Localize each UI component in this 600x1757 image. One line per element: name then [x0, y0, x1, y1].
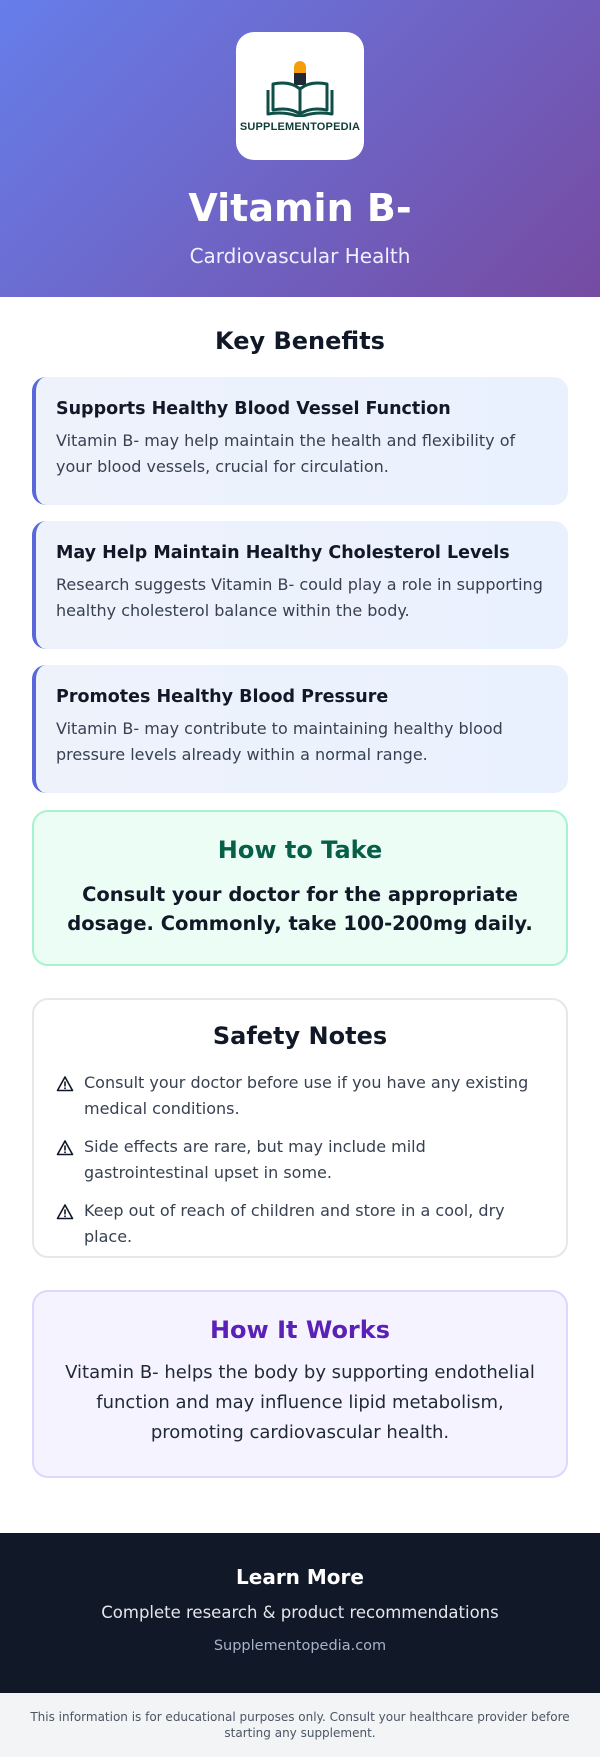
safety-note [56, 1070, 544, 1122]
how-to-take-card [32, 810, 568, 966]
how-it-works-card [32, 1290, 568, 1478]
page-subtitle: Cardiovascular Health [189, 244, 411, 268]
warning-icon [56, 1075, 74, 1093]
safety-notes-heading: Safety Notes [212, 1022, 388, 1050]
safety-note-text: Keep out of reach of children and store in a cool, dry place. [84, 1201, 505, 1246]
learn-more-heading: Learn More [236, 1565, 364, 1589]
benefit-title: Supports Healthy Blood Vessel Function [56, 399, 451, 419]
disclaimer: This information is for educational purposes only. Consult your healthcare provider before starting any supplement. [0, 1693, 600, 1757]
warning-icon [56, 1139, 74, 1157]
benefit-card [32, 521, 568, 649]
page-title: Vitamin B- [188, 186, 412, 230]
safety-note-text: Side effects are rare, but may include mild gastrointestinal upset in some. [84, 1137, 426, 1182]
brand-name: SUPPLEMENTOPEDIA [239, 121, 361, 133]
how-it-works-text: Vitamin B- helps the body by supporting endothelial function and may influence lipid metabolism, promoting cardiovascular health. [65, 1362, 535, 1443]
benefit-title: May Help Maintain Healthy Cholesterol Levels [56, 543, 510, 563]
how-it-works-heading: How It Works [209, 1316, 391, 1344]
warning-icon [56, 1203, 74, 1221]
benefit-description: Vitamin B- may contribute to maintaining healthy blood pressure levels already within a normal range. [56, 719, 503, 764]
hero-banner [0, 0, 600, 297]
learn-more-subtitle: Complete research & product recommendations [101, 1603, 499, 1622]
brand-logo [236, 32, 364, 160]
learn-more-footer [0, 1533, 600, 1693]
safety-note [56, 1198, 544, 1250]
benefit-description: Research suggests Vitamin B- could play a role in supporting healthy cholesterol balance within the body. [56, 575, 543, 620]
benefit-card [32, 377, 568, 505]
safety-notes-card [32, 998, 568, 1258]
safety-note-text: Consult your doctor before use if you have any existing medical conditions. [84, 1073, 529, 1118]
benefit-card [32, 665, 568, 793]
key-benefits-section [0, 297, 600, 793]
key-benefits-heading: Key Benefits [215, 327, 385, 355]
book-capsule-icon [265, 59, 335, 117]
benefit-title: Promotes Healthy Blood Pressure [56, 687, 389, 707]
benefit-description: Vitamin B- may help maintain the health and flexibility of your blood vessels, crucial for circulation. [56, 431, 516, 476]
website-link[interactable]: Supplementopedia.com [213, 1638, 387, 1654]
how-to-take-heading: How to Take [217, 836, 383, 864]
safety-note [56, 1134, 544, 1186]
dosage-text: Consult your doctor for the appropriate dosage. Commonly, take 100-200mg daily. [67, 883, 533, 935]
